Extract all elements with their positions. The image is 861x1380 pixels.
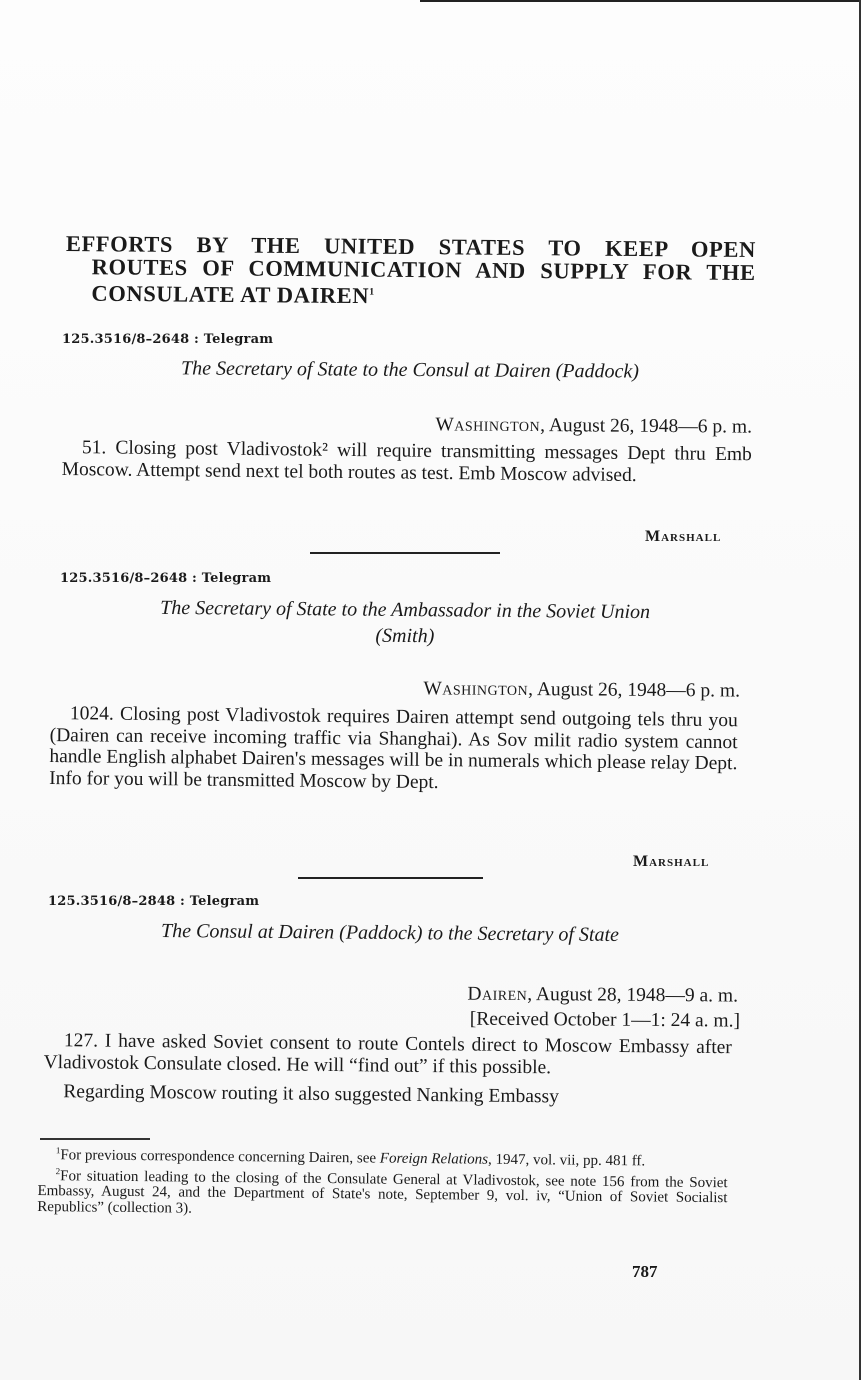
heading-line-1: EFFORTS BY THE UNITED STATES TO KEEP OPEN (65, 231, 756, 263)
footnote-italic: Foreign Relations (379, 1150, 489, 1168)
document-title-2-line-1: The Secretary of State to the Ambassador in the Soviet Union (160, 596, 651, 624)
document-title-1: The Secretary of State to the Consul at Dairen (Paddock) (180, 357, 640, 383)
paragraph: 51. Closing post Vladivostok² will require transmitting messages Dept thru Emb Moscow. Attempt send next tel both routes as test. Emb Moscow advised. (61, 437, 752, 486)
document-body-1 (62, 437, 752, 487)
document-body-2 (49, 703, 738, 796)
paragraph: 1024. Closing post Vladivostok requires Dairen attempt send outgoing tels thru you (Dairen can receive incoming traffic via Shanghai). As Sov milit radio system cannot handle English alphabet Dairen's messages will be in numerals which please relay Dept. Info for you will be transmitted Moscow by Dept. (49, 703, 738, 793)
footnote-text: For situation leading to the closing of the Consulate General at Vladivostok, see note 156 from the Soviet Embassy, August 24, and the Department of State's note, September 9, vol. iv, “Union of Soviet Socialist Republics” (collection 3). (37, 1167, 728, 1217)
file-number-3: 125.3516/8–2848 : Telegram (48, 894, 260, 909)
heading-line-3-text: CONSULATE AT DAIREN (91, 280, 370, 309)
paragraph: Regarding Moscow routing it also suggested Nanking Embassy (63, 1081, 560, 1108)
document-title-2 (60, 594, 750, 652)
dateline-date-1: , August 26, 1948—6 p. m. (540, 415, 753, 438)
signature-2: Marshall (633, 853, 710, 870)
document-body-3 (43, 1030, 732, 1110)
file-number-2: 125.3516/8–2648 : Telegram (60, 571, 272, 586)
dateline-date-2: , August 26, 1948—6 p. m. (528, 679, 741, 702)
received-line-3: [Received October 1—1: 24 a. m.] (469, 1008, 741, 1032)
dateline-date-3: , August 28, 1948—9 a. m. (527, 984, 739, 1007)
page-edge-top (420, 0, 861, 2)
file-number-1: 125.3516/8–2648 : Telegram (62, 332, 274, 347)
paragraph: 127. I have asked Soviet consent to route Contels direct to Moscow Embassy after Vladivostok Consulate closed. He will “find out” if this possible. (43, 1030, 732, 1078)
page-number: 787 (632, 1262, 658, 1281)
footnote-text: For previous correspondence concerning Dairen, see (60, 1147, 380, 1167)
document-title-3: The Consul at Dairen (Paddock) to the Secretary of State (160, 920, 620, 946)
heading-line-2: ROUTES OF COMMUNICATION AND SUPPLY FOR THE (91, 254, 756, 286)
heading-footnote-ref: 1 (369, 286, 375, 298)
footnotes (37, 1143, 728, 1222)
section-heading (65, 232, 756, 311)
separator-rule-2 (298, 877, 483, 879)
dateline-1 (300, 411, 752, 439)
dateline-2 (300, 675, 740, 703)
footnote-2 (37, 1163, 728, 1222)
signature-1: Marshall (645, 528, 722, 545)
dateline-3 (300, 980, 738, 1008)
separator-rule-1 (310, 552, 500, 554)
dateline-place-1: Washington (435, 414, 541, 437)
footnote-rule (40, 1138, 150, 1140)
document-title-2-line-2: (Smith) (375, 624, 435, 648)
dateline-place-3: Dairen (467, 983, 528, 1006)
footnote-mark: 2 (55, 1165, 61, 1176)
dateline-place-2: Washington (423, 678, 529, 701)
footnote-mark: 1 (55, 1145, 61, 1156)
footnote-text: , 1947, vol. vii, pp. 481 ff. (487, 1151, 646, 1170)
